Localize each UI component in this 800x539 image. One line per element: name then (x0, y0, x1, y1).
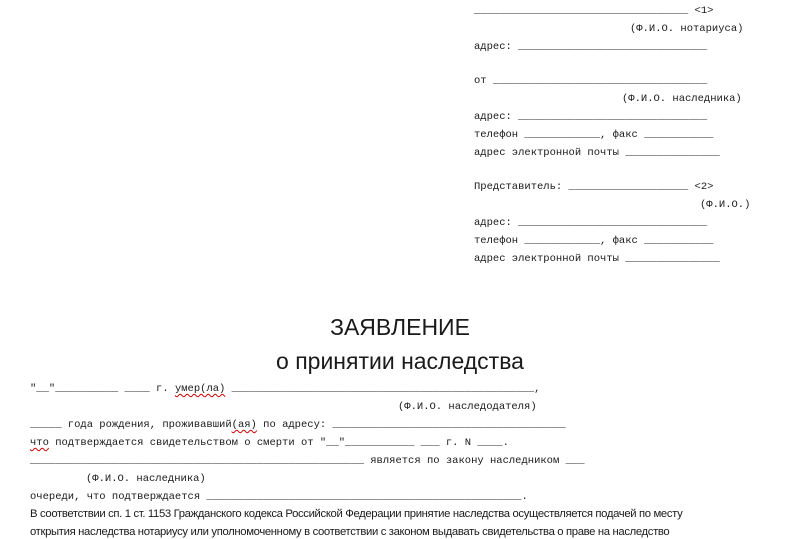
death-certificate-line (30, 436, 509, 450)
representative-phone-fax-line: телефон ____________, факс ___________ (474, 235, 714, 247)
heir-phone-fax-line: телефон ____________, факс ___________ (474, 129, 714, 141)
notary-caption: (Ф.И.О. нотариуса) (630, 23, 744, 35)
death-date-text: "__"__________ ____ г. (30, 383, 175, 395)
from-heir-line: от __________________________________ (474, 75, 708, 87)
gender-suffix: (ая) (231, 419, 257, 431)
representative-caption: (Ф.И.О.) (700, 199, 751, 211)
certificate-text: подтверждается свидетельством о смерти от "__"___________ ___ г. N ____. (48, 437, 509, 449)
address-blank: по адресу: _____________________________________ (256, 419, 566, 431)
notary-name-line: __________________________________ <1> (474, 5, 714, 17)
heir-name-caption: (Ф.И.О. наследника) (86, 473, 206, 485)
died-word: умер(ла) (174, 383, 226, 395)
representative-line: Представитель: ___________________ <2> (474, 181, 714, 193)
deceased-name-blank: ________________________________________________, (225, 383, 541, 395)
birth-year-text: _____ года рождения, проживавший (30, 419, 232, 431)
document-title: ЗАЯВЛЕНИЕ (330, 314, 470, 340)
heir-address-line: адрес: ______________________________ (474, 111, 708, 123)
heir-email-line: адрес электронной почты _______________ (474, 147, 720, 159)
representative-email-line: адрес электронной почты _______________ (474, 253, 720, 265)
heir-by-law-line: _____________________________________________________ является по закону наследником ___ (30, 455, 585, 467)
representative-address-line: адрес: ______________________________ (474, 217, 708, 229)
notary-address-line: адрес: ______________________________ (474, 41, 708, 53)
birth-residence-line (30, 418, 566, 432)
legal-paragraph-line-2: открытия наследства нотариусу или уполномоченному в соответствии с законом выдавать свидетельства о праве на наследство (30, 526, 670, 538)
legal-paragraph-line-1: В соответствии сп. 1 ст. 1153 Гражданского кодекса Российской Федерации принятие наследства осуществляется подачей по месту (30, 508, 683, 520)
inheritance-order-line: очереди, что подтверждается __________________________________________________. (30, 491, 528, 503)
heir-caption: (Ф.И.О. наследника) (622, 93, 742, 105)
which-word: что (30, 437, 49, 449)
death-date-line (30, 382, 540, 396)
deceased-caption: (Ф.И.О. наследодателя) (398, 401, 537, 413)
document-subtitle: о принятии наследства (276, 348, 524, 374)
